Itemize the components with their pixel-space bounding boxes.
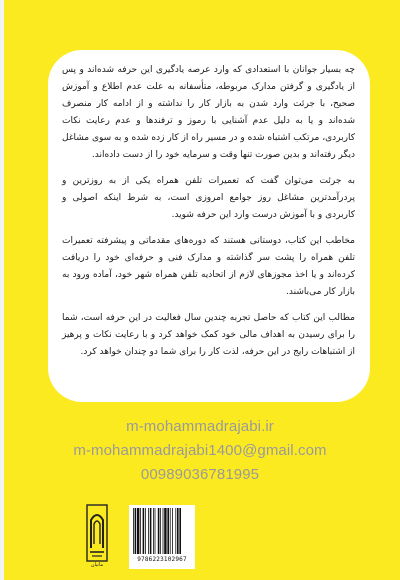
isbn-number: 9786223102967 bbox=[137, 556, 187, 563]
barcode bbox=[129, 505, 195, 569]
paragraph-3: مخاطب این کتاب، دوستانی هستند که دوره‌های مقدماتی و پیشرفته تعمیرات تلفن همراه را پشت سر گذاشته و مدارک فنی و حرفه‌ای خود را دریافت کرده‌اند و یا اخذ مجوزهای لازم از اتحادیه تلفن همراه شهر خود، آماده ورود به بازار کار می‌باشند. bbox=[62, 236, 355, 297]
email-text: m-mohammadrajabi1400@gmail.com bbox=[73, 442, 327, 459]
description-panel bbox=[48, 50, 370, 402]
barcode-bars-icon bbox=[132, 508, 192, 554]
paragraph-4: مطالب این کتاب که حاصل تجربه چندین سال فعالیت در این حرفه است، شما را برای رسیدن به اهداف مالی خود کمک خواهد کرد و با رعایت نکات و پرهیز از اشتباهات رایج در این حرفه، لذت کار را برای شما دو چندان خواهد کرد. bbox=[62, 313, 355, 357]
contact-block bbox=[0, 417, 400, 487]
page-edge bbox=[0, 0, 4, 580]
publisher-logo-icon bbox=[86, 504, 108, 566]
phone-text: 00989036781995 bbox=[140, 466, 260, 483]
paragraph-2: به جرئت می‌توان گفت که تعمیرات تلفن همراه یکی از به روزترین و پردرآمدترین مشاغل روز جوامع امروزی است، به شرط اینکه اصولی و کاربردی و با آموزش درست وارد این حرفه شوید. bbox=[62, 176, 355, 220]
paragraph-1: چه بسیار جوانان با استعدادی که وارد عرصه یادگیری این حرفه شده‌اند و پس از یادگیری و گرفتن مدارک مربوطه، متأسفانه به علت عدم اطلاع و آموزش صحیح، با جرئت وارد شدن به بازار کار را نداشته و از ادامه کار منصرف شده‌اند و یا به دلیل عدم آشنایی با رموز و ترفندها و عدم رعایت نکات کاربردی، مرتکب اشتباه شده و در مسیر راه از کار زده شده و به سوی مشاغل دیگر رفته‌اند و بدین صورت تنها وقت و سرمایه خود را از دست داده‌اند. bbox=[62, 65, 355, 160]
publisher-name: مانیان bbox=[90, 562, 104, 568]
website-text: m-mohammadrajabi.ir bbox=[126, 418, 274, 435]
